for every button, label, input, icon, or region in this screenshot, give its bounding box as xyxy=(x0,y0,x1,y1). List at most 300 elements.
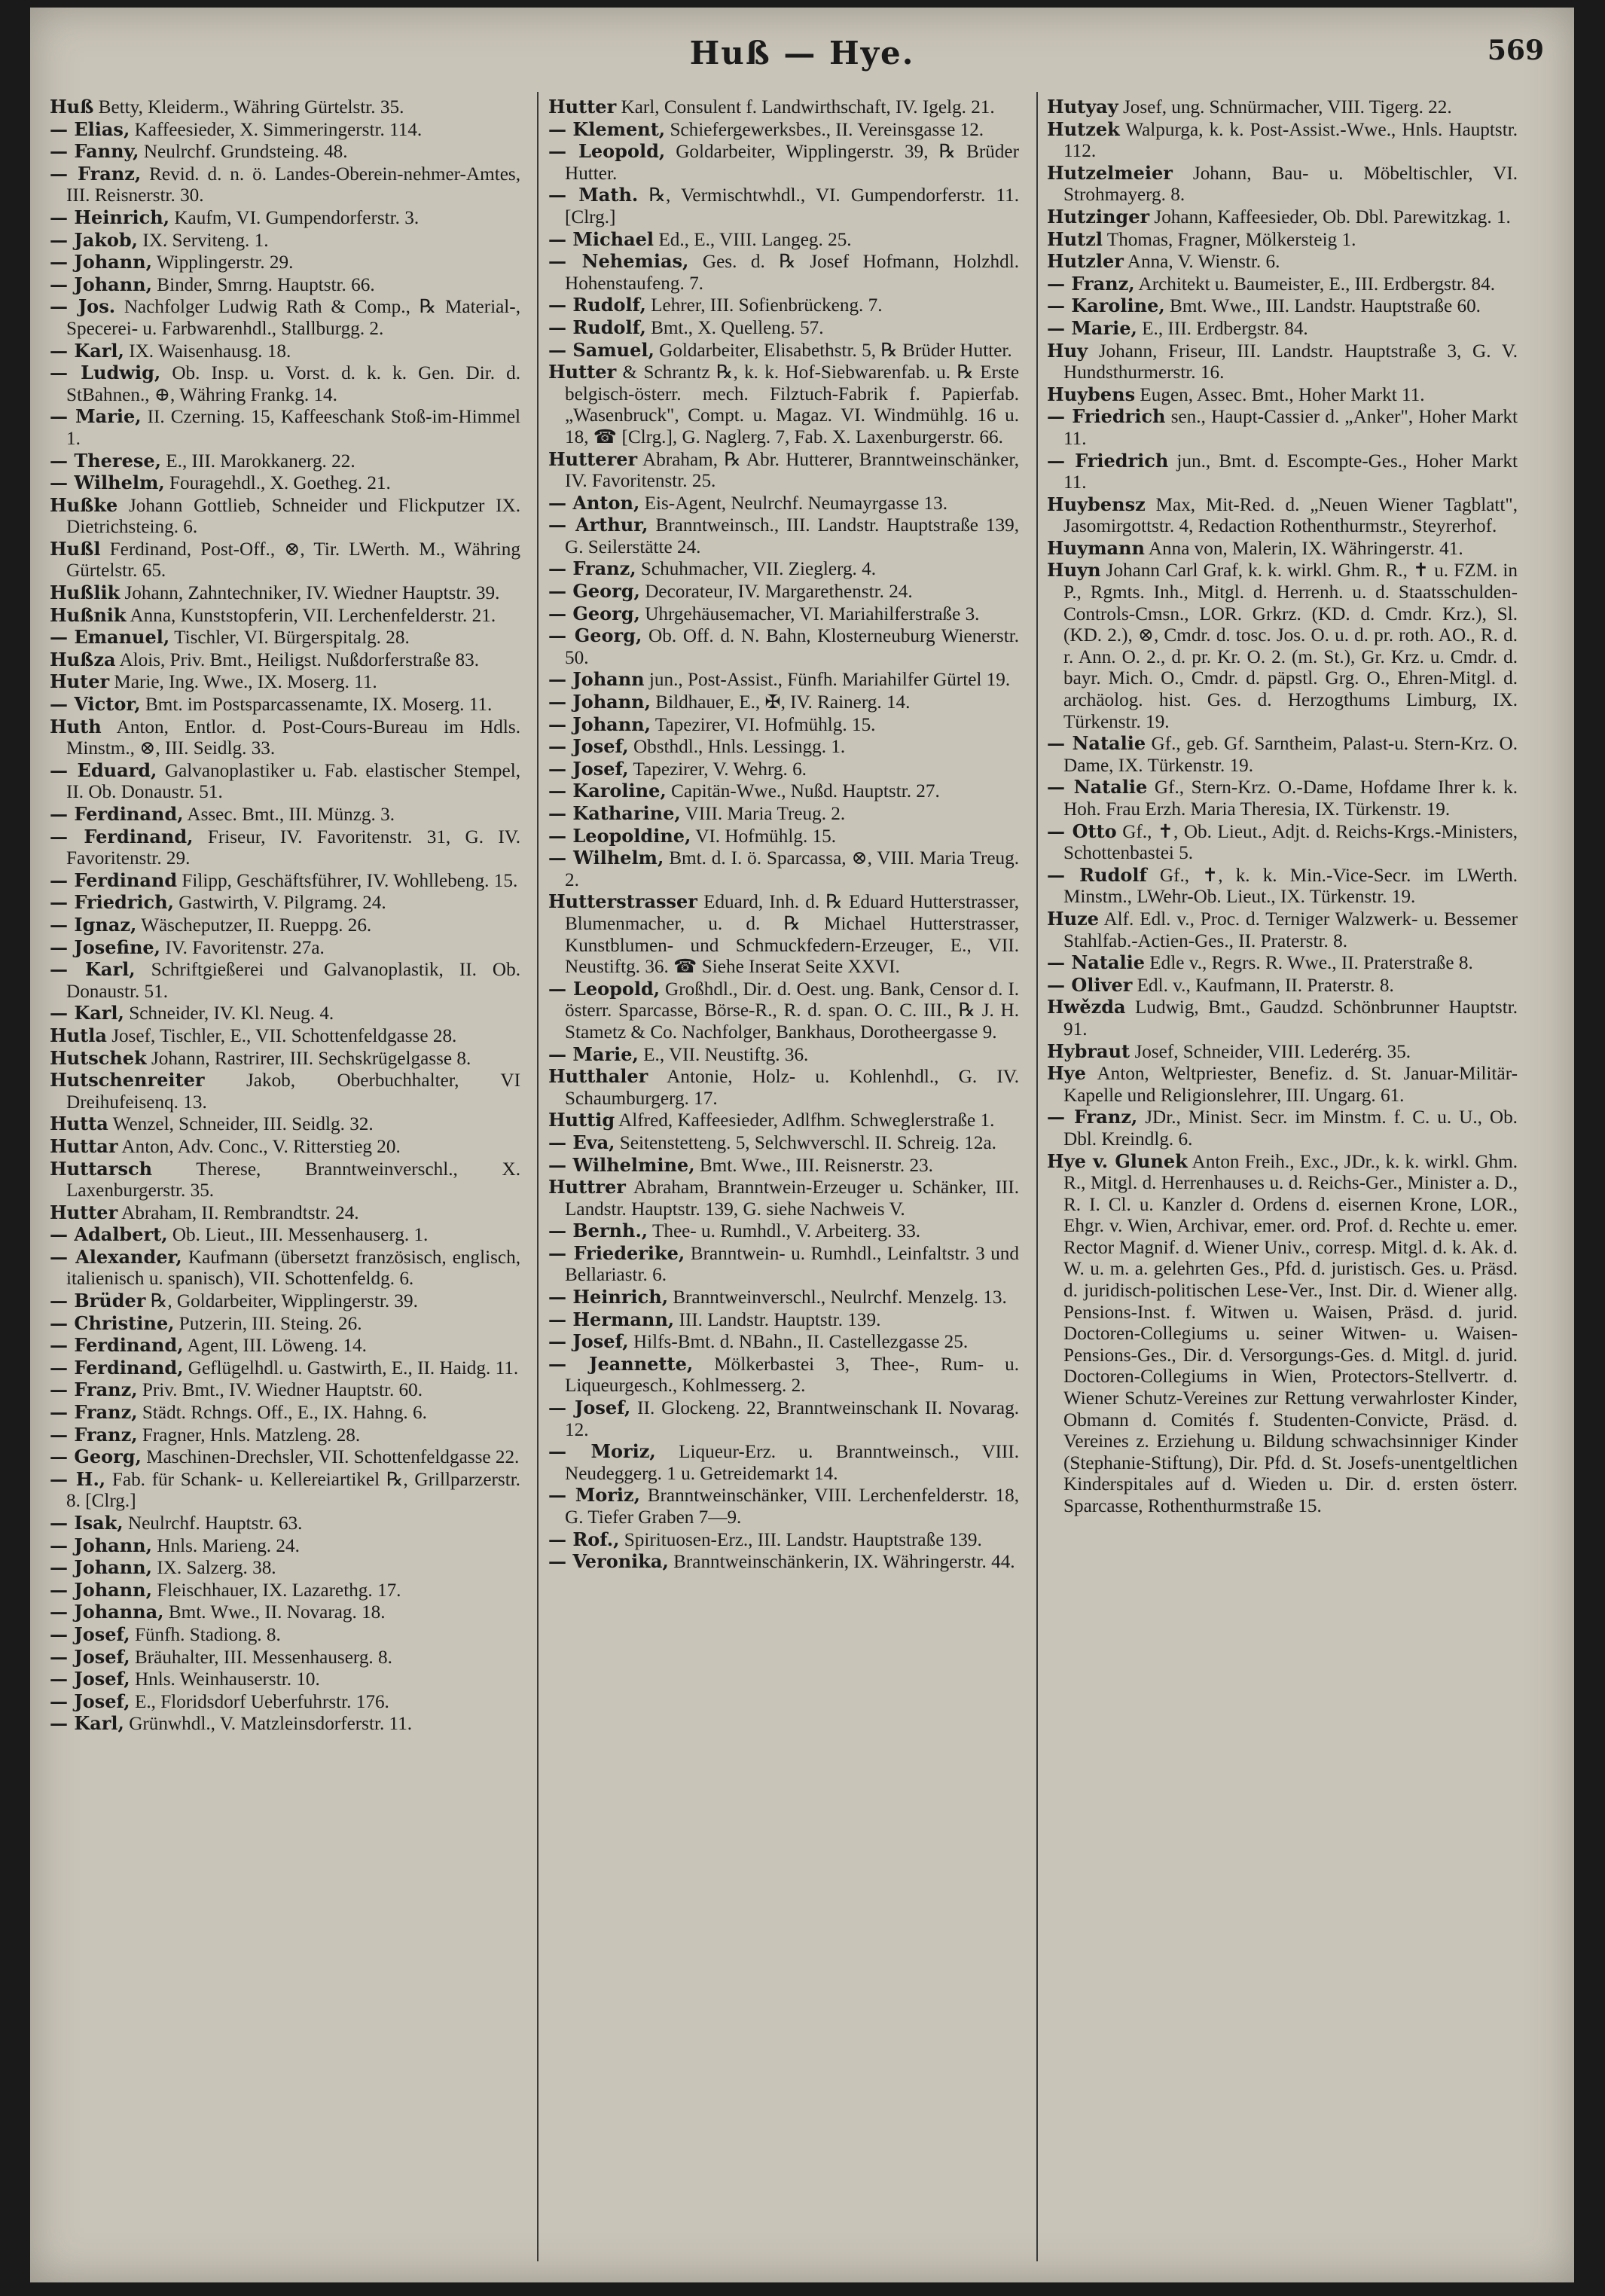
entry-details: Geflügelhdl. u. Gastwirth, E., II. Haidg. 11. xyxy=(183,1357,519,1379)
entry-name: — Franz, xyxy=(1047,272,1135,295)
directory-entry xyxy=(50,230,520,252)
entry-name: Huybensz xyxy=(1047,493,1146,515)
directory-entry xyxy=(50,1535,520,1558)
directory-entry xyxy=(50,826,520,870)
entry-details: Johann, Zahntechniker, IV. Wiedner Hauptstr. 39. xyxy=(120,583,500,604)
directory-entry xyxy=(548,1551,1019,1574)
entry-details: sen., Haupt-Cassier d. „Anker", Hoher Markt 11. xyxy=(1063,407,1518,449)
entry-name: — Josef, xyxy=(50,1668,130,1690)
entry-details: Josef, Schneider, VIII. Lederérg. 35. xyxy=(1130,1041,1411,1062)
entry-details: E., Floridsdorf Ueberfuhrstr. 176. xyxy=(130,1691,389,1712)
entry-details: Walpurga, k. k. Post-Assist.-Wwe., Hnls. Hauptstr. 112. xyxy=(1063,119,1518,162)
directory-entry xyxy=(50,694,520,716)
directory-entry xyxy=(50,959,520,1003)
entry-name: — Adalbert, xyxy=(50,1223,168,1246)
entry-details: Schuhmacher, VII. Zieglerg. 4. xyxy=(636,559,877,580)
directory-entry xyxy=(50,1691,520,1714)
directory-entry xyxy=(548,295,1019,317)
entry-name: — Rudolf, xyxy=(548,316,646,338)
directory-entry xyxy=(50,1357,520,1380)
directory-entry xyxy=(548,669,1019,692)
entry-details: Josef, Tischler, E., VII. Schottenfeldgasse 28. xyxy=(106,1025,457,1046)
entry-details: Anton, Adv. Conc., V. Ritterstieg 20. xyxy=(117,1136,401,1157)
entry-name: Huth xyxy=(50,715,102,737)
entry-name: Huter xyxy=(50,670,110,693)
entry-details: Goldarbeiter, Elisabethstr. 5, ℞ Brüder Hutter. xyxy=(654,340,1012,361)
directory-entry xyxy=(50,1424,520,1447)
entry-name: — Marie, xyxy=(1047,316,1137,339)
entry-name: Hutla xyxy=(50,1024,107,1046)
directory-entry xyxy=(548,581,1019,603)
entry-details: Anna, V. Wienstr. 6. xyxy=(1123,252,1280,273)
directory-entry xyxy=(548,1485,1019,1528)
entry-name: — Rudolf xyxy=(1047,863,1147,886)
entry-details: Seitenstetteng. 5, Selchwverschl. II. Schreig. 12a. xyxy=(615,1132,996,1153)
entry-name: — Johann, xyxy=(50,1534,152,1556)
entry-details: Alf. Edl. v., Proc. d. Terniger Walzwerk- u. Bessemer Stahlfab.-Actien-Ges., II. Praterstr. 8. xyxy=(1063,908,1518,951)
entry-details: Antonie, Holz- u. Kohlenhdl., G. IV. Schaumburgerg. 17. xyxy=(565,1067,1019,1109)
entry-name: — Josef, xyxy=(50,1690,130,1712)
entry-name: — Ludwig, xyxy=(50,362,161,384)
directory-entry xyxy=(50,1669,520,1691)
directory-entry xyxy=(50,1313,520,1336)
directory-entry xyxy=(548,1110,1019,1132)
entry-details: Anton Freih., Exc., JDr., k. k. wirkl. Ghm. R., Mitgl. d. Herrenhauses u. d. Reichs-Ger., Minister a. D., R. I. Cl. u. Kanzler d. Ordens d. eisernen Krone, LOR., Ehgr. v. Wien, Archivar, emer. ord. Prof. d. Rechte u. emer. Rector Magnif. d. Wiener Univ., corresp. Mitgl. d. k. Ak. d. W. u. m. a. gelehrten Ges., Pfd. d. juristisch. Ges. u. Präsd. d. juridisch-politischen Lese-Ver., Inst. Dir. d. Wiener allg. Pensions-Inst. f. Witwen u. Waisen, Präsd. d. jurid. Doctoren-Collegiums u. seiner Witwen- u. Waisen-Pensions-Ges., Dir. d. Versorgungs-Ges. d. Mitgl. d. jurid. Doctoren-Collegiums in Wien, Protectors-Stellvertr. d. Wiener Schutz-Vereines zur Rettung verwahrloster Kinder, Obmann d. Comités f. Studenten-Convicte, Präsd. d. Vereines z. Erziehung u. Bildung schwachsinniger Kinder (Stephanie-Stiftung), Dir. Pfd. d. St. Josefs-unentgeltlichen Kinderspitales auf d. Wieden u. Dir. d. ersten österr. Sparcasse, Rothenthurmstraße 15. xyxy=(1063,1151,1518,1516)
entry-details: & Schrantz ℞, k. k. Hof-Siebwarenfab. u. ℞ Erste belgisch-österr. mech. Filztuch-Fabrik f. Papierfab. „Wasenbruck", Compt. u. Magaz. VI. Windmühlg. 16 u. 18, ☎ [Clrg.], G. Naglerg. 7, Fab. X. Laxenburgerstr. 66. xyxy=(565,362,1019,447)
entry-name: — Ferdinand, xyxy=(50,803,184,825)
directory-entry xyxy=(50,605,520,627)
entry-details: Kaufm, VI. Gumpendorferstr. 3. xyxy=(169,207,420,228)
entry-name: Hutschenreiter xyxy=(50,1069,205,1092)
entry-name: — Samuel, xyxy=(548,338,655,361)
entry-name: — Natalie xyxy=(1047,951,1145,974)
directory-entry xyxy=(548,185,1019,228)
directory-entry xyxy=(548,119,1019,142)
entry-details: Bmt. im Postsparcassenamte, IX. Moserg. 11. xyxy=(140,695,493,716)
entry-details: Johann, Friseur, III. Landstr. Hauptstraße 3, G. V. Hundsthurmerstr. 16. xyxy=(1063,340,1518,383)
entry-details: Eduard, Inh. d. ℞ Eduard Hutterstrasser, Blumenmacher, u. d. ℞ Michael Hutterstrasser, Kunstblumen- und Schmuckfedern-Erzeuger, E., VII. Neustiftg. 36. ☎ Siehe Inserat Seite XXVI. xyxy=(565,892,1019,978)
entry-details: Abraham, ℞ Abr. Hutterer, Branntweinschänker, IV. Favoritenstr. 25. xyxy=(565,449,1019,492)
entry-name: Hutter xyxy=(548,96,617,118)
entry-name: — Jakob, xyxy=(50,228,139,251)
directory-entry xyxy=(548,736,1019,759)
directory-entry xyxy=(50,252,520,274)
entry-name: Huze xyxy=(1047,907,1100,930)
column-1 xyxy=(50,96,520,1736)
directory-entry xyxy=(50,1624,520,1647)
entry-name: — Josef, xyxy=(548,1330,629,1353)
directory-entry xyxy=(50,274,520,297)
entry-name: — Jos. xyxy=(50,295,116,318)
entry-name: — Fanny, xyxy=(50,140,139,163)
directory-entry xyxy=(1047,1107,1518,1150)
entry-details: Branntweinschänkerin, IX. Währingerstr. 44. xyxy=(668,1552,1015,1573)
entry-details: Architekt u. Baumeister, E., III. Erdbergstr. 84. xyxy=(1134,273,1495,295)
directory-entry xyxy=(548,603,1019,626)
directory-entry xyxy=(50,163,520,207)
entry-name: Hutterer xyxy=(548,447,638,470)
entry-name: Hutthaler xyxy=(548,1065,648,1088)
directory-entry xyxy=(50,760,520,804)
directory-entry xyxy=(548,1132,1019,1155)
entry-details: Anna, Kunststopferin, VII. Lerchenfelderstr. 21. xyxy=(126,605,496,626)
entry-name: — Ignaz, xyxy=(50,913,137,936)
directory-entry xyxy=(548,514,1019,558)
entry-name: Hye v. Glunek xyxy=(1047,1150,1188,1172)
entry-name: — Georg, xyxy=(548,602,640,624)
directory-entry xyxy=(1047,384,1518,407)
entry-details: Edle v., Regrs. R. Wwe., II. Praterstraße 8. xyxy=(1144,953,1473,974)
entry-name: — Nehemias, xyxy=(548,250,689,273)
entry-name: — Therese, xyxy=(50,449,161,472)
directory-page xyxy=(30,8,1574,2282)
directory-entry xyxy=(548,1066,1019,1110)
directory-entry xyxy=(50,892,520,914)
directory-entry xyxy=(50,1335,520,1357)
column-3 xyxy=(1047,96,1518,1518)
entry-details: IX. Waisenhausg. 18. xyxy=(124,340,291,362)
entry-name: Huy xyxy=(1047,339,1088,362)
directory-entry xyxy=(50,914,520,937)
entry-name: — Math. xyxy=(548,184,639,206)
entry-details: Galvanoplastiker u. Fab. elastischer Stempel, II. Ob. Donaustr. 51. xyxy=(66,760,520,803)
entry-details: Spirituosen-Erz., III. Landstr. Hauptstraße 139. xyxy=(619,1529,982,1550)
entry-details: E., III. Erdbergstr. 84. xyxy=(1137,318,1308,339)
entry-name: — Oliver xyxy=(1047,973,1133,996)
directory-entry xyxy=(50,1513,520,1535)
directory-entry xyxy=(1047,251,1518,273)
directory-entry xyxy=(1047,406,1518,450)
directory-entry xyxy=(548,1287,1019,1309)
entry-name: — Johann, xyxy=(548,691,651,713)
directory-entry xyxy=(50,1580,520,1602)
entry-name: — Franz, xyxy=(50,162,142,185)
directory-entry xyxy=(1047,96,1518,119)
entry-details: Goldarbeiter, Wipplingerstr. 39, ℞ Brüder Hutter. xyxy=(565,142,1019,184)
directory-entry xyxy=(1047,821,1518,865)
entry-details: Tischler, VI. Bürgerspitalg. 28. xyxy=(169,627,410,649)
entry-details: Ed., E., VIII. Langeg. 25. xyxy=(654,229,852,250)
entry-details: ℞, Vermischtwhdl., VI. Gumpendorferstr. 11. [Clrg.] xyxy=(565,185,1019,227)
entry-details: Johann Carl Graf, k. k. wirkl. Ghm. R., ✝ u. FZM. in P., Rgmts. Inh., Mitgl. d. Herrenh. u. d. Staatsschulden-Controls-Cmsn., LOR. Grkrz. (KD. d. Cmdr. Krz.), Sl. (KD. 2.), ⊗, Cmdr. d. tosc. Jos. O. u. d. pr. roth. AO., R. d. r. Ann. O. 2., d. pr. Kr. O. 2. (m. St.), Gr. Krz. u. Cmdr. d. bayr. Mich. O., Cmdr. d. päpstl. Grg. O., Ehren-Mitgl. d. archäolog. hist. Ges. d. Herzogthums Limburg, IX. Türkenstr. 19. xyxy=(1063,560,1518,732)
entry-name: — Heinrich, xyxy=(50,206,170,228)
entry-details: IV. Favoritenstr. 27a. xyxy=(160,937,325,958)
directory-entry xyxy=(50,539,520,582)
entry-details: Schneider, IV. Kl. Neug. 4. xyxy=(124,1003,334,1024)
entry-details: Revid. d. n. ö. Landes-Oberein-nehmer-Amtes, III. Reisnerstr. 30. xyxy=(66,163,520,206)
entry-details: Priv. Bmt., IV. Wiedner Hauptstr. 60. xyxy=(137,1380,423,1401)
entry-details: VI. Hofmühlg. 15. xyxy=(691,826,837,847)
entry-details: Tapezirer, V. Wehrg. 6. xyxy=(628,759,807,780)
entry-name: Hutzek xyxy=(1047,118,1120,140)
directory-entry xyxy=(50,1247,520,1290)
directory-entry xyxy=(548,449,1019,493)
directory-entry xyxy=(50,1647,520,1669)
entry-details: Grünwhdl., V. Matzleinsdorferstr. 11. xyxy=(124,1714,413,1735)
entry-name: — Josef, xyxy=(548,1397,631,1419)
entry-name: — Johann, xyxy=(50,273,152,295)
entry-details: E., VII. Neustiftg. 36. xyxy=(638,1044,809,1065)
directory-entry xyxy=(1047,318,1518,340)
entry-name: Hybraut xyxy=(1047,1040,1131,1062)
entry-details: Therese, Branntweinverschl., X. Laxenburgerstr. 35. xyxy=(66,1159,520,1201)
entry-details: Städt. Rchngs. Off., E., IX. Hahng. 6. xyxy=(137,1403,427,1424)
entry-name: — Ferdinand, xyxy=(50,1356,184,1379)
directory-entry xyxy=(548,1441,1019,1485)
entry-details: Branntwein- u. Rumhdl., Leinfaltstr. 3 und Bellariastr. 6. xyxy=(565,1243,1019,1286)
entry-name: — Wilhelm, xyxy=(50,472,165,494)
entry-details: Fünfh. Stadiong. 8. xyxy=(130,1624,281,1645)
directory-entry xyxy=(50,804,520,826)
entry-details: Bmt. Wwe., III. Landstr. Hauptstraße 60. xyxy=(1164,296,1481,317)
entry-name: — Josef, xyxy=(50,1623,130,1645)
entry-name: — Georg, xyxy=(50,1446,142,1468)
entry-name: Hußnik xyxy=(50,603,127,626)
entry-details: Bildhauer, E., ✠, IV. Rainerg. 14. xyxy=(650,692,911,713)
entry-name: — Josef, xyxy=(50,1645,130,1668)
entry-name: — Leopoldine, xyxy=(548,824,691,847)
directory-entry xyxy=(1047,865,1518,908)
entry-details: Gf., Stern-Krz. O.-Dame, Hofdame Ihrer k. k. Hoh. Frau Erzh. Maria Theresia, IX. Türkenstr. 19. xyxy=(1063,777,1518,820)
column-rule xyxy=(537,92,539,2261)
directory-entry xyxy=(1047,494,1518,538)
entry-name: Hutter xyxy=(50,1201,118,1223)
entry-details: Obsthdl., Hnls. Lessingg. 1. xyxy=(628,737,846,758)
directory-entry xyxy=(548,96,1019,119)
directory-entry xyxy=(1047,777,1518,820)
directory-entry xyxy=(50,1202,520,1225)
entry-details: Ferdinand, Post-Off., ⊗, Tir. LWerth. M., Währing Gürtelstr. 65. xyxy=(66,539,520,582)
directory-entry xyxy=(548,714,1019,737)
entry-name: — Moriz, xyxy=(548,1440,656,1463)
entry-name: — Johann, xyxy=(50,1578,152,1601)
entry-name: — Heinrich, xyxy=(548,1286,669,1308)
entry-name: — Franz, xyxy=(50,1423,138,1446)
directory-entry xyxy=(50,96,520,119)
directory-entry xyxy=(548,1529,1019,1552)
directory-entry xyxy=(50,119,520,142)
entry-details: Neulrchf. Hauptstr. 63. xyxy=(123,1513,303,1534)
directory-entry xyxy=(1047,295,1518,318)
entry-details: Bmt. Wwe., III. Reisnerstr. 23. xyxy=(694,1155,933,1176)
entry-details: IX. Serviteng. 1. xyxy=(138,230,269,251)
entry-details: Decorateur, IV. Margarethenstr. 24. xyxy=(639,582,913,603)
directory-entry xyxy=(1047,206,1518,229)
directory-entry xyxy=(50,1224,520,1247)
directory-entry xyxy=(50,1003,520,1025)
directory-entry xyxy=(548,1155,1019,1177)
entry-name: Hußke xyxy=(50,493,118,516)
directory-entry xyxy=(1047,229,1518,252)
entry-name: — Natalie xyxy=(1047,776,1148,798)
entry-details: Edl. v., Kaufmann, II. Praterstr. 8. xyxy=(1132,975,1394,996)
entry-details: Uhrgehäusemacher, VI. Mariahilferstraße 3. xyxy=(639,603,980,624)
entry-name: Hye xyxy=(1047,1062,1086,1085)
entry-details: Lehrer, III. Sofienbrückeng. 7. xyxy=(645,295,883,316)
entry-name: — Georg, xyxy=(548,580,640,603)
entry-details: Thee- u. Rumhdl., V. Arbeiterg. 33. xyxy=(648,1221,921,1242)
directory-entry xyxy=(50,406,520,450)
directory-entry xyxy=(548,1331,1019,1354)
entry-name: — Victor, xyxy=(50,693,141,716)
entry-name: Hußlik xyxy=(50,582,121,604)
entry-name: — Johann, xyxy=(50,1556,152,1579)
directory-entry xyxy=(50,1557,520,1580)
entry-details: Hnls. Marieng. 24. xyxy=(151,1535,300,1556)
entry-name: — Friederike, xyxy=(548,1241,685,1264)
entry-details: Abraham, Branntwein-Erzeuger u. Schänker, III. Landstr. Hauptstr. 139, G. siehe Nachweis V. xyxy=(565,1177,1019,1220)
directory-entry xyxy=(50,1159,520,1202)
entry-details: Marie, Ing. Wwe., IX. Moserg. 11. xyxy=(109,672,377,693)
directory-entry xyxy=(548,1243,1019,1287)
directory-entry xyxy=(50,1048,520,1070)
entry-details: E., III. Marokkanerg. 22. xyxy=(160,450,355,472)
entry-name: — Johann xyxy=(548,668,645,691)
column-rule xyxy=(1036,92,1038,2261)
entry-details: Neulrchf. Grundsteing. 48. xyxy=(139,142,348,163)
entry-name: — Wilhelmine, xyxy=(548,1153,695,1176)
entry-name: Hutzinger xyxy=(1047,205,1150,227)
entry-details: VIII. Maria Treug. 2. xyxy=(680,804,846,824)
entry-name: — Leopold, xyxy=(548,977,661,1000)
entry-details: Jakob, Oberbuchhalter, VI Dreihufeisenq. 13. xyxy=(66,1070,520,1113)
entry-name: — Hermann, xyxy=(548,1308,675,1330)
directory-entry xyxy=(1047,975,1518,997)
entry-details: Wenzel, Schneider, III. Seidlg. 32. xyxy=(108,1114,374,1135)
directory-entry xyxy=(548,759,1019,781)
directory-entry xyxy=(548,1220,1019,1243)
entry-name: — Jeannette, xyxy=(548,1352,694,1375)
entry-details: Branntweinsch., III. Landstr. Hauptstraße 139, G. Seilerstätte 24. xyxy=(565,515,1020,557)
directory-entry xyxy=(50,870,520,893)
entry-details: Capitän-Wwe., Nußd. Hauptstr. 27. xyxy=(666,781,940,802)
entry-details: Nachfolger Ludwig Rath & Comp., ℞ Material-, Specerei- u. Farbwarenhdl., Stallburgg. 2. xyxy=(66,297,520,339)
directory-entry xyxy=(50,1290,520,1313)
entry-name: — Franz, xyxy=(1047,1106,1138,1128)
entry-name: Huttarsch xyxy=(50,1157,153,1180)
entry-name: — Elias, xyxy=(50,118,130,140)
entry-name: Huttig xyxy=(548,1109,615,1131)
entry-details: II. Czerning. 15, Kaffeeschank Stoß-im-Himmel 1. xyxy=(66,407,520,449)
directory-entry xyxy=(548,229,1019,252)
entry-details: Anton, Entlor. d. Post-Cours-Bureau im Hdls. Minstm., ⊗, III. Seidlg. 33. xyxy=(66,716,520,759)
entry-name: — Ferdinand, xyxy=(50,825,194,847)
entry-details: Anna von, Malerin, IX. Währingerstr. 41. xyxy=(1144,538,1463,559)
entry-name: — Karl, xyxy=(50,958,136,981)
directory-entry xyxy=(1047,340,1518,384)
entry-name: — Karoline, xyxy=(548,780,667,802)
entry-name: Huttrer xyxy=(548,1176,626,1198)
directory-entry xyxy=(50,649,520,672)
directory-entry xyxy=(50,1446,520,1469)
directory-entry xyxy=(50,1025,520,1048)
entry-name: — H., xyxy=(50,1467,106,1490)
directory-entry xyxy=(548,847,1019,891)
entry-details: jun., Post-Assist., Fünfh. Mariahilfer Gürtel 19. xyxy=(644,670,1011,691)
entry-details: Gastwirth, V. Pilgramg. 24. xyxy=(173,893,386,914)
directory-entry xyxy=(548,826,1019,848)
entry-details: Hnls. Weinhauserstr. 10. xyxy=(130,1669,320,1690)
entry-name: — Bernh., xyxy=(548,1220,648,1242)
entry-name: — Johann, xyxy=(548,713,651,735)
directory-entry xyxy=(1047,952,1518,975)
entry-details: Gf., ✝, Ob. Lieut., Adjt. d. Reichs-Krgs.-Ministers, Schottenbastei 5. xyxy=(1063,821,1518,864)
entry-name: — Christine, xyxy=(50,1311,175,1334)
entry-name: — Karl, xyxy=(50,1002,124,1024)
page-header xyxy=(30,30,1574,75)
directory-entry xyxy=(548,625,1019,669)
entry-name: — Ferdinand, xyxy=(50,1334,184,1357)
entry-details: Abraham, II. Rembrandtstr. 24. xyxy=(117,1202,359,1223)
directory-entry xyxy=(50,1070,520,1113)
entry-details: Filipp, Geschäftsführer, IV. Wohllebeng. 15. xyxy=(177,870,518,891)
entry-details: Gf., ✝, k. k. Min.-Vice-Secr. im LWerth. Minstm., LWehr-Ob. Lieut., IX. Türkenstr. 19. xyxy=(1063,865,1518,908)
entry-details: Fragner, Hnls. Matzleng. 28. xyxy=(137,1424,361,1446)
entry-details: II. Glockeng. 22, Branntweinschank II. Novarag. 12. xyxy=(565,1398,1019,1440)
entry-name: — Klement, xyxy=(548,118,666,140)
directory-entry xyxy=(548,558,1019,581)
directory-entry xyxy=(1047,1063,1518,1107)
entry-details: Mölkerbastei 3, Thee-, Rum- u. Liqueurgesch., Kohlmesserg. 2. xyxy=(565,1354,1019,1397)
entry-details: Kaufmann (übersetzt französisch, englisch, italienisch u. spanisch), VII. Schottenfeldg. 6. xyxy=(66,1247,520,1290)
entry-name: — Johann, xyxy=(50,251,152,273)
directory-entry xyxy=(50,1601,520,1624)
entry-details: Ges. d. ℞ Josef Hofmann, Holzhdl. Hohenstaufeng. 7. xyxy=(565,252,1019,294)
entry-details: Max, Mit-Red. d. „Neuen Wiener Tagblatt", Jasomirgottstr. 4, Redaction Rothenthurmstr., Steyrerhof. xyxy=(1063,494,1518,537)
entry-details: Bmt., X. Quelleng. 57. xyxy=(645,317,824,338)
directory-entry xyxy=(50,671,520,694)
entry-name: Huybens xyxy=(1047,383,1136,405)
entry-details: Friseur, IV. Favoritenstr. 31, G. IV. Favoritenstr. 29. xyxy=(66,826,520,869)
entry-name: Huyn xyxy=(1047,559,1101,582)
directory-entry xyxy=(1047,273,1518,296)
entry-details: Wäscheputzer, II. Rueppg. 26. xyxy=(136,914,372,936)
directory-entry xyxy=(1047,997,1518,1040)
entry-details: Gf., geb. Gf. Sarntheim, Palast-u. Stern-Krz. O. Dame, IX. Türkenstr. 19. xyxy=(1063,734,1518,776)
directory-entry xyxy=(50,340,520,363)
entry-name: — Franz, xyxy=(50,1379,138,1401)
directory-entry xyxy=(50,716,520,760)
entry-details: Ob. Lieut., III. Messenhauserg. 1. xyxy=(167,1225,429,1246)
entry-details: Fouragehdl., X. Goetheg. 21. xyxy=(164,473,391,494)
entry-name: Hutzl xyxy=(1047,227,1103,250)
directory-entry xyxy=(50,582,520,605)
running-head: Huß — Hye. xyxy=(689,35,915,72)
entry-name: — Karl, xyxy=(50,339,124,362)
entry-name: — Rof., xyxy=(548,1528,620,1550)
entry-name: — Josef, xyxy=(548,735,629,758)
entry-details: Schriftgießerei und Galvanoplastik, II. Ob. Donaustr. 51. xyxy=(66,960,520,1002)
entry-name: — Brüder xyxy=(50,1290,146,1312)
entry-name: Huymann xyxy=(1047,536,1145,559)
entry-name: — Michael xyxy=(548,227,655,250)
entry-details: Karl, Consulent f. Landwirthschaft, IV. Igelg. 21. xyxy=(616,97,995,118)
entry-name: — Alexander, xyxy=(50,1245,182,1268)
entry-details: Branntweinschänker, VIII. Lerchenfelderstr. 18, G. Tiefer Graben 7—9. xyxy=(565,1485,1019,1528)
entry-name: — Johanna, xyxy=(50,1601,164,1623)
entry-details: Betty, Kleiderm., Währing Gürtelstr. 35. xyxy=(93,97,404,118)
directory-entry xyxy=(548,317,1019,340)
entry-name: Hutzelmeier xyxy=(1047,161,1173,184)
directory-entry xyxy=(548,692,1019,714)
directory-entry xyxy=(548,1177,1019,1220)
directory-entry xyxy=(548,891,1019,978)
entry-details: Bräuhalter, III. Messenhauserg. 8. xyxy=(130,1647,392,1668)
entry-name: Huttar xyxy=(50,1134,118,1157)
entry-details: Thomas, Fragner, Mölkersteig 1. xyxy=(1102,229,1356,250)
directory-entry xyxy=(548,340,1019,362)
directory-entry xyxy=(50,1113,520,1136)
